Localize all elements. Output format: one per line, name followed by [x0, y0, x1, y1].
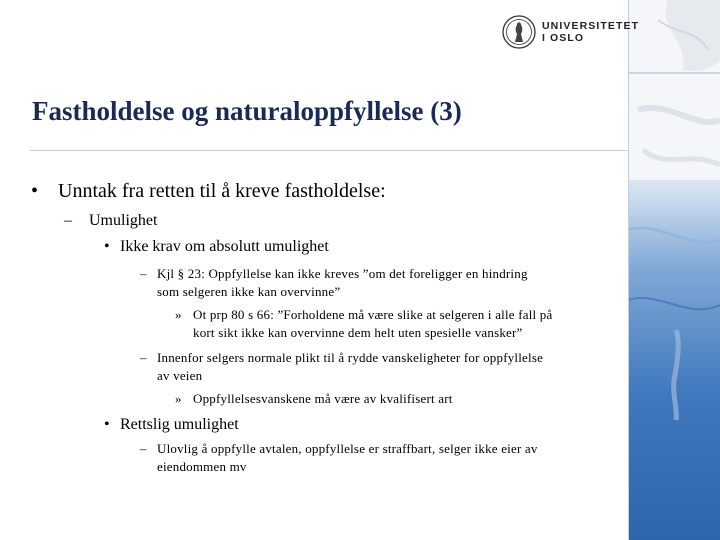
bullet-marker-l4: –: [140, 441, 147, 456]
university-seal-icon: [502, 15, 536, 49]
bullet-l4-kjl23-line1: Kjl § 23: Oppfyllelse kan ikke kreves ”om det foreligger en hindring: [157, 266, 528, 281]
bullet-l5-oppfyllelsesvansker: Oppfyllelsesvanskene må være av kvalifisert art: [193, 391, 453, 406]
bullet-l4-innenfor-line2: av veien: [157, 368, 203, 383]
logo-line-2: I OSLO: [542, 32, 585, 44]
slide-title: Fastholdelse og naturaloppfyllelse (3): [32, 96, 462, 126]
bullet-l3-rettslig: Rettslig umulighet: [120, 416, 239, 433]
bullet-l4-kjl23-line2: som selgeren ikke kan overvinne”: [157, 284, 341, 299]
bullet-marker-l5: »: [175, 391, 182, 406]
bullet-marker-l4: –: [140, 350, 147, 365]
university-logo: [502, 14, 639, 50]
bullet-marker-l1: •: [31, 180, 39, 202]
bullet-l1: Unntak fra retten til å kreve fastholdelse:: [58, 180, 386, 202]
bullet-l5-otprp-line2: kort sikt ikke kan overvinne dem helt uten spesielle vansker”: [193, 325, 523, 340]
bullet-l3-ikke-krav: Ikke krav om absolutt umulighet: [120, 238, 329, 255]
decorative-sidebar: [628, 0, 720, 540]
bullet-l4-innenfor-line1: Innenfor selgers normale plikt til å rydde vanskeligheter for oppfyllelse: [157, 350, 544, 365]
logo-line-1: UNIVERSITETET: [542, 20, 640, 32]
bullet-marker-l3: •: [104, 416, 110, 433]
bullet-l4-ulovlig-line2: eiendommen mv: [157, 459, 247, 474]
bullet-marker-l4: –: [140, 266, 147, 281]
bullet-l2-umulighet: Umulighet: [89, 212, 158, 229]
title-divider: [30, 150, 628, 151]
bullet-marker-l2: –: [64, 212, 72, 229]
bullet-l5-otprp-line1: Ot prp 80 s 66: ”Forholdene må være slike at selgeren i alle fall på: [193, 307, 553, 322]
bullet-marker-l3: •: [104, 238, 110, 255]
bullet-marker-l5: »: [175, 307, 182, 322]
bullet-l4-ulovlig-line1: Ulovlig å oppfylle avtalen, oppfyllelse er straffbart, selger ikke eier av: [157, 441, 538, 456]
